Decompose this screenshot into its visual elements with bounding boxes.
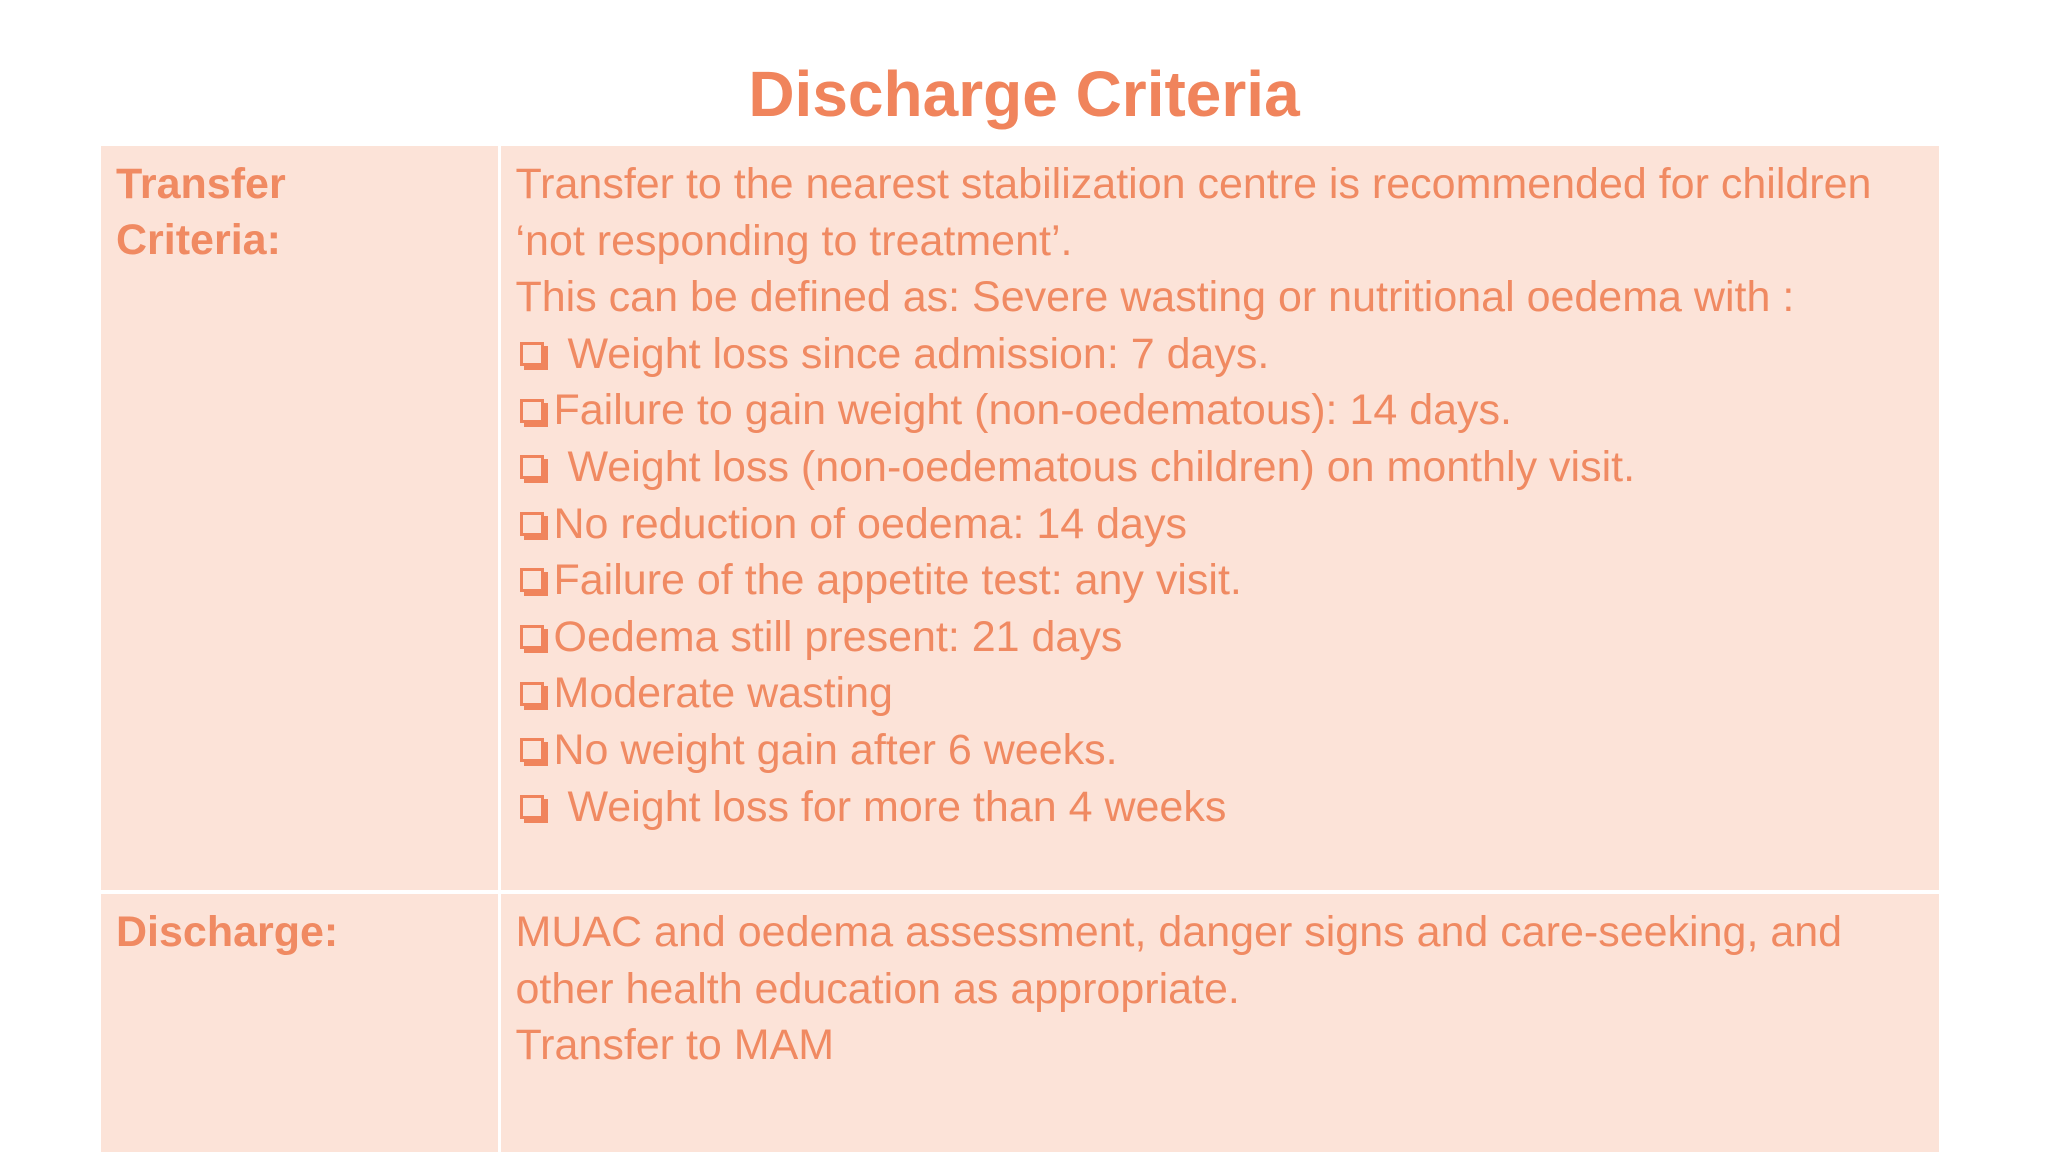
discharge-transfer-text: Transfer to MAM [515, 1021, 835, 1070]
checkbox-icon [520, 568, 544, 592]
checkbox-icon [520, 625, 544, 649]
page-title: Discharge Criteria [748, 58, 1300, 130]
list-item [516, 439, 1925, 496]
checkbox-icon [520, 738, 544, 762]
list-item [516, 382, 1925, 439]
checkbox-icon [520, 512, 544, 536]
list-item [516, 779, 1925, 836]
transfer-definition-text: This can be defined as: Severe wasting or nutritional oedema with : [515, 273, 1795, 322]
discharge-assessment-text: MUAC and oedema assessment, danger signs and care-seeking, and other health education as appropriate. [515, 908, 1843, 1013]
checkbox-icon [520, 455, 544, 479]
list-item-text: Weight loss since admission: 7 days. [567, 329, 1270, 378]
discharge-label-cell [101, 892, 499, 1152]
transfer-criteria-list [516, 326, 1925, 835]
discharge-content-cell [499, 892, 1939, 1152]
list-item [516, 496, 1925, 553]
list-item-text: Failure to gain weight (non-oedematous): 14 days. [553, 386, 1512, 435]
list-item [516, 609, 1925, 666]
list-item [516, 665, 1925, 722]
list-item-text: No reduction of oedema: 14 days [553, 499, 1187, 548]
list-item-text: Failure of the appetite test: any visit. [553, 556, 1242, 605]
list-item-text: No weight gain after 6 weeks. [553, 725, 1118, 774]
list-item-text: Oedema still present: 21 days [553, 612, 1123, 661]
transfer-content-cell [499, 146, 1939, 892]
checkbox-icon [520, 342, 544, 366]
transfer-criteria-label: Transfer Criteria: [116, 160, 286, 264]
checkbox-icon [520, 682, 544, 706]
list-item [516, 552, 1925, 609]
checkbox-icon [520, 795, 544, 819]
list-item [516, 326, 1925, 383]
discharge-label: Discharge: [116, 908, 339, 956]
list-item-text: Weight loss (non-oedematous children) on monthly visit. [567, 442, 1636, 491]
table-row-transfer [101, 146, 1939, 892]
list-item [516, 722, 1925, 779]
table-row-discharge [101, 892, 1939, 1152]
checkbox-icon [520, 399, 544, 423]
transfer-label-cell [101, 146, 499, 892]
list-item-text: Weight loss for more than 4 weeks [567, 782, 1227, 831]
list-item-text: Moderate wasting [553, 669, 893, 718]
transfer-intro-text: Transfer to the nearest stabilization centre is recommended for children ‘not responding to treatment’. [515, 160, 1872, 265]
criteria-table [101, 146, 1939, 1152]
